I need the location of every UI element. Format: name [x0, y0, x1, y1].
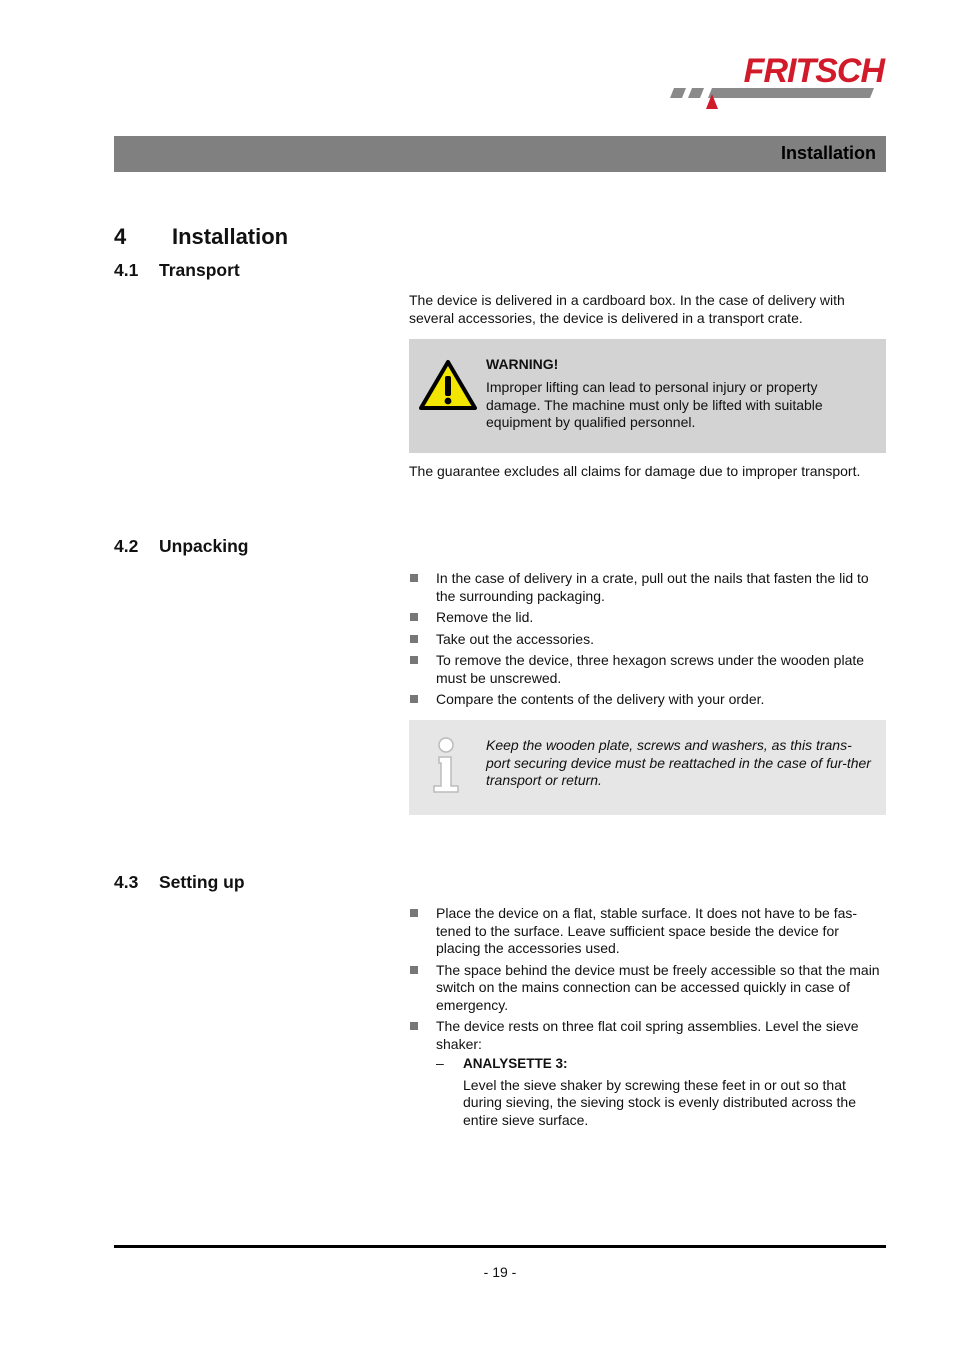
list-item-text: In the case of delivery in a crate, pull out the nails that fasten the lid to the surrounding packaging.: [436, 570, 869, 604]
chapter-number: 4: [114, 224, 127, 249]
list-item: [409, 609, 886, 627]
sub-item-text: Level the sieve shaker by screwing these feet in or out so that during sieving, the sieving stock is evenly distributed across the entire sieve surface.: [463, 1076, 856, 1128]
list-item: [409, 1018, 886, 1129]
section-heading-setting-up: [114, 872, 245, 893]
chapter-heading: [114, 224, 288, 250]
list-item-text: Remove the lid.: [436, 609, 534, 625]
bullet-square-icon: [410, 695, 418, 703]
bullet-square-icon: [410, 909, 418, 917]
list-item-text: Place the device on a flat, stable surface. It does not have to be fas-tened to the surface. Leave sufficient space beside the device for placing the accessories used.: [436, 905, 858, 956]
info-icon: [431, 736, 461, 794]
warning-triangle-icon: [418, 359, 478, 411]
section-heading-transport: [114, 260, 240, 281]
list-item: [409, 905, 886, 958]
sub-item-analysette: [436, 1055, 886, 1129]
list-item-text: The device rests on three flat coil spring assemblies. Level the sieve shaker:: [436, 1018, 859, 1052]
warning-text: Improper lifting can lead to personal injury or property damage. The machine must only be lifted with suitable equipment by qualified personnel.: [486, 379, 823, 430]
section-title: Transport: [159, 260, 240, 280]
list-item-text: The space behind the device must be freely accessible so that the main switch on the mains connection can be accessed quickly in case of emergency.: [436, 961, 880, 1013]
info-note-box: [409, 720, 886, 815]
dash-marker: –: [436, 1055, 444, 1071]
bullet-square-icon: [410, 613, 418, 621]
list-item: [409, 962, 886, 1015]
list-item-text: Take out the accessories.: [436, 630, 594, 647]
list-item: [409, 631, 886, 649]
bullet-square-icon: [410, 635, 418, 643]
footer-rule: [114, 1245, 886, 1248]
transport-intro: The device is delivered in a cardboard box. In the case of delivery with several accessories, the device is delivered in a transport crate.: [409, 292, 845, 326]
section-title: Setting up: [159, 872, 245, 892]
header-bar: [114, 136, 886, 172]
header-title: Installation: [780, 143, 876, 163]
transport-outro: The guarantee excludes all claims for damage due to improper transport.: [409, 463, 861, 479]
bullet-square-icon: [410, 574, 418, 582]
section-title: Unpacking: [159, 536, 249, 556]
setting-up-list: [409, 905, 886, 1129]
info-note-text: Keep the wooden plate, screws and washers, as this trans-port securing device must be reattached in the case of fur-ther transport or return.: [486, 737, 871, 788]
sub-item-label: ANALYSETTE 3:: [463, 1056, 568, 1071]
unpacking-list-container: [409, 570, 886, 713]
unpacking-list: [409, 570, 886, 709]
logo-wordmark: FRITSCH: [743, 52, 884, 90]
warning-title: WARNING!: [486, 356, 559, 372]
section-number: 4.2: [114, 536, 139, 556]
bullet-square-icon: [410, 966, 418, 974]
chapter-title: Installation: [172, 224, 289, 249]
list-item: [409, 691, 886, 709]
section-number: 4.1: [114, 260, 139, 280]
fritsch-logo: [668, 52, 888, 110]
setting-up-list-container: [409, 905, 886, 1133]
page-number: - 19 -: [483, 1264, 517, 1280]
list-item: [409, 652, 886, 687]
list-item-text: Compare the contents of the delivery with your order.: [436, 691, 765, 707]
warning-box: [409, 339, 886, 453]
bullet-square-icon: [410, 656, 418, 664]
bullet-square-icon: [410, 1022, 418, 1030]
section-number: 4.3: [114, 872, 139, 892]
list-item: [409, 570, 886, 605]
list-item-text: To remove the device, three hexagon screws under the wooden plate must be unscrewed.: [436, 652, 865, 686]
section-heading-unpacking: [114, 536, 248, 557]
